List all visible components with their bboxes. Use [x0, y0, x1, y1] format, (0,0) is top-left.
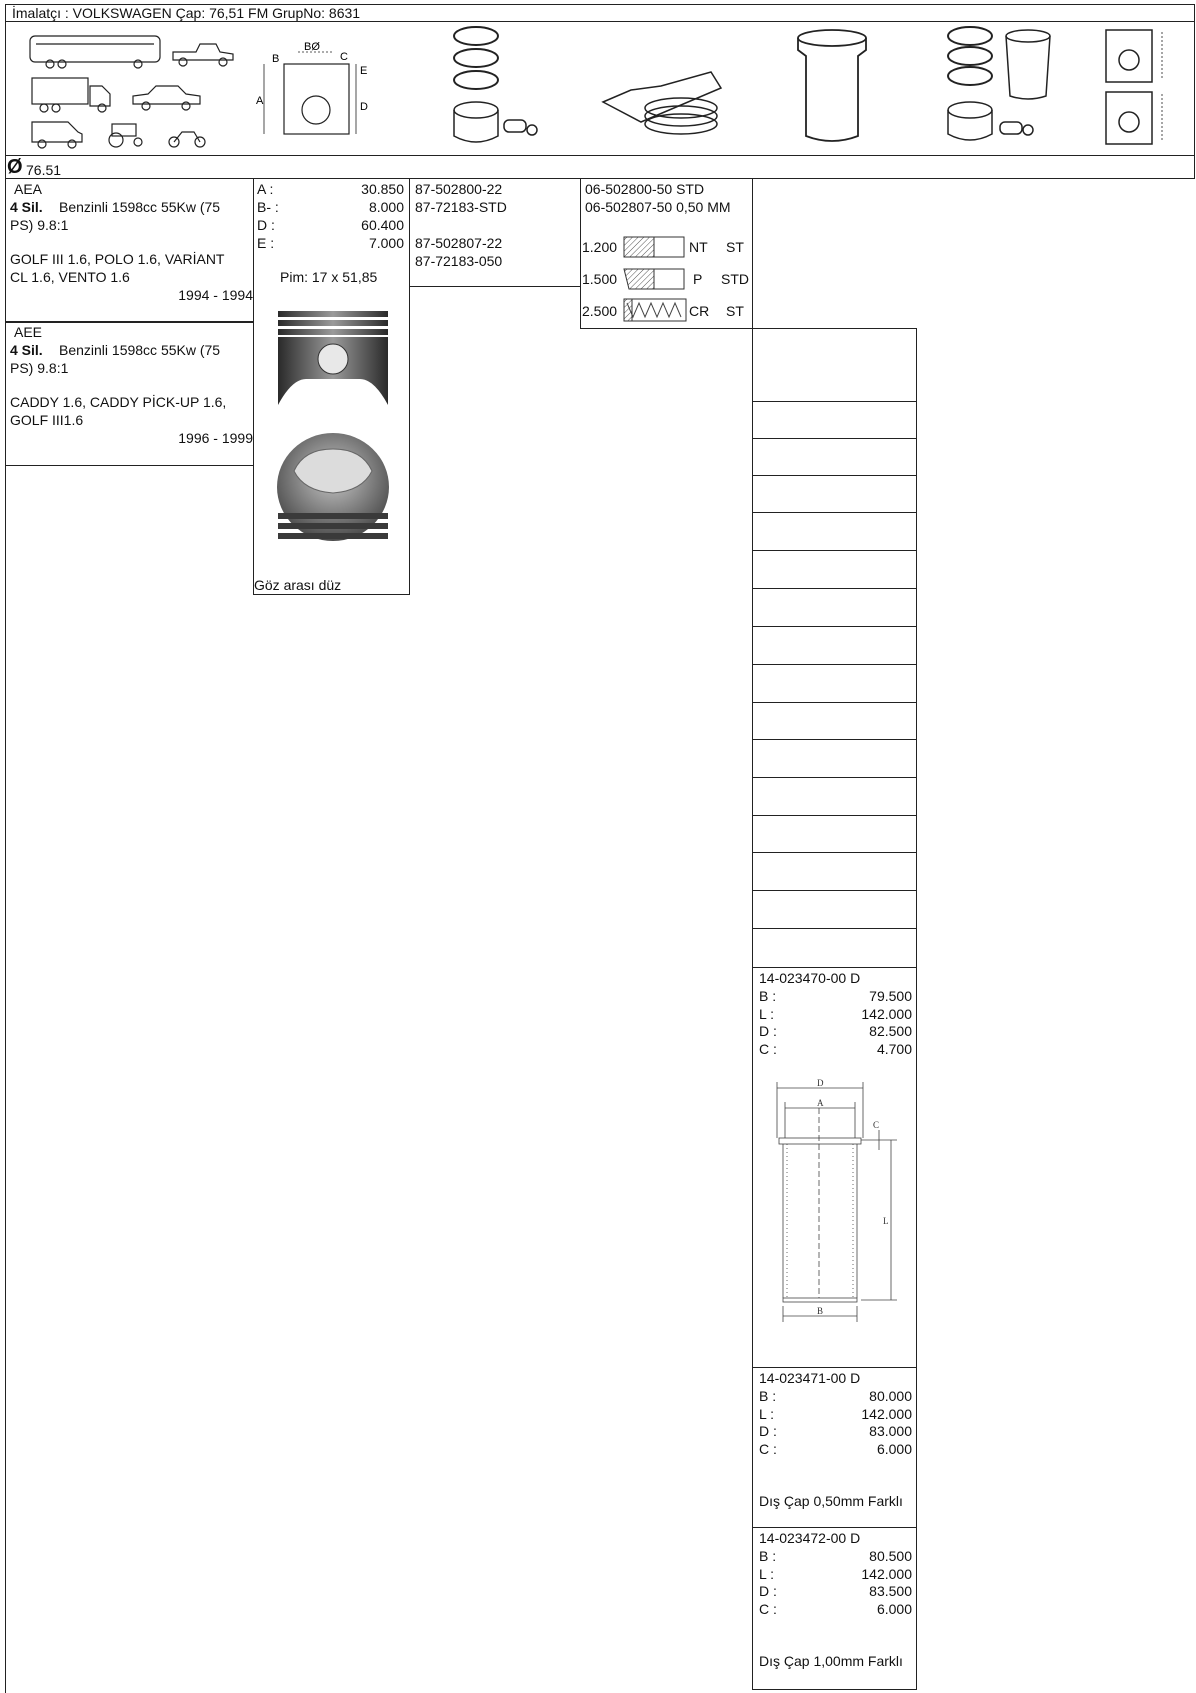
- liner-b-label: B :: [759, 1548, 777, 1564]
- piston-note: Göz arası düz: [254, 577, 342, 593]
- engine-block-aea: [5, 178, 254, 323]
- engine-years: 1994 - 1994: [178, 287, 253, 303]
- bus-icon: [30, 36, 160, 68]
- sedan-icon: [133, 86, 200, 110]
- piston-d-label: D :: [257, 217, 275, 233]
- dim-b: B: [272, 53, 280, 65]
- ring-std-1: ST: [726, 239, 744, 255]
- liner-empty-row: [752, 438, 917, 476]
- liner-part: 14-023472-00 D: [759, 1530, 861, 1546]
- liner-empty-row: [752, 890, 917, 929]
- liner-empty-row: [752, 815, 917, 853]
- engine-models: CADDY 1.6, CADDY PİCK-UP 1.6,: [10, 394, 227, 410]
- ring-type-1: NT: [689, 239, 708, 255]
- piston-side-views-icon: [1102, 26, 1172, 152]
- liner-l-value: 142.000: [861, 1006, 912, 1022]
- liner-c-label: C :: [759, 1441, 777, 1457]
- liner-c-value: 6.000: [876, 1601, 912, 1617]
- liner-l-label: L :: [759, 1406, 775, 1422]
- liner-d-value: 83.500: [869, 1583, 912, 1599]
- liner-empty-row: [752, 852, 917, 891]
- engine-description-2: PS) 9.8:1: [10, 360, 69, 376]
- liner-drawing-l: L: [883, 1216, 889, 1226]
- liner-l-label: L :: [759, 1566, 775, 1582]
- liner-empty-row: [752, 664, 917, 703]
- ring-std-3: ST: [726, 303, 744, 319]
- illustration-strip: [5, 21, 1195, 156]
- piston-part-3: 87-502807-22: [415, 235, 503, 251]
- liner-d-value: 82.500: [869, 1023, 912, 1039]
- manufacturer-line: İmalatçı : VOLKSWAGEN Çap: 76,51 FM GrupNo: 8631: [12, 5, 361, 21]
- engine-models: GOLF III 1.6, POLO 1.6, VARİANT: [10, 251, 225, 267]
- ring-set-icon: [601, 62, 741, 142]
- piston-side-photo: [274, 309, 392, 409]
- ring-type-3: CR: [689, 303, 710, 319]
- ring-size-1: 1.200: [582, 239, 618, 255]
- liner-drawing-d: D: [817, 1078, 824, 1088]
- truck-icon: [32, 78, 110, 112]
- piston-dimension-sketch: [254, 40, 384, 150]
- liner-l-label: L :: [759, 1006, 775, 1022]
- engine-models-2: GOLF III1.6: [10, 412, 84, 428]
- engine-years: 1996 - 1999: [178, 430, 253, 446]
- motorcycle-icon: [169, 132, 205, 147]
- liner-empty-row: [752, 401, 917, 439]
- liner-empty-row: [752, 588, 917, 627]
- piston-spec-column: [253, 178, 410, 595]
- pickup-icon: [173, 44, 233, 66]
- liner-c-value: 4.700: [876, 1041, 912, 1057]
- liner-dimension-drawing: [763, 1078, 908, 1328]
- ring-part-1: 06-502800-50 STD: [585, 181, 705, 197]
- dim-e: E: [360, 65, 368, 77]
- engine-code: AEA: [14, 181, 43, 197]
- liner-d-label: D :: [759, 1023, 777, 1039]
- liner-c-value: 6.000: [876, 1441, 912, 1457]
- piston-part-4: 87-72183-050: [415, 253, 503, 269]
- piston-top-photo: [274, 431, 392, 549]
- ring-std-2: STD: [721, 271, 749, 287]
- liner-empty-row: [752, 777, 917, 816]
- liner-block-2: [752, 1367, 917, 1528]
- liner-note: Dış Çap 0,50mm Farklı: [759, 1493, 903, 1509]
- liner-b-value: 79.500: [869, 988, 912, 1004]
- ring-profile-cr: [623, 297, 687, 323]
- liner-empty-row: [752, 626, 917, 665]
- liner-drawing-c: C: [873, 1120, 880, 1130]
- ring-part-2: 06-502807-50 0,50 MM: [585, 199, 731, 215]
- vehicle-icons: [28, 30, 243, 150]
- liner-empty-row: [752, 475, 917, 513]
- liner-drawing-b: B: [817, 1306, 824, 1316]
- engine-description: Benzinli 1598cc 55Kw (75: [59, 199, 221, 215]
- engine-cylinders: 4 Sil.: [10, 342, 43, 358]
- liner-empty-row: [752, 702, 917, 740]
- engine-description-2: PS) 9.8:1: [10, 217, 69, 233]
- liner-b-value: 80.500: [869, 1548, 912, 1564]
- piston-a-label: A :: [257, 181, 274, 197]
- liner-b-label: B :: [759, 988, 777, 1004]
- piston-a-value: 30.850: [361, 181, 404, 197]
- liner-l-value: 142.000: [861, 1566, 912, 1582]
- tractor-icon: [109, 124, 142, 147]
- liner-d-label: D :: [759, 1583, 777, 1599]
- piston-b-label: B- :: [257, 199, 279, 215]
- ring-profile-p: [623, 267, 687, 291]
- liner-block-3: [752, 1527, 917, 1690]
- liner-empty-row: [752, 512, 917, 551]
- liner-b-value: 80.000: [869, 1388, 912, 1404]
- diameter-value: 76.51: [26, 162, 62, 178]
- van-icon: [32, 122, 82, 148]
- ring-size-3: 2.500: [582, 303, 618, 319]
- piston-b-value: 8.000: [368, 199, 404, 215]
- engine-block-aee: [5, 321, 254, 466]
- liner-d-value: 83.000: [869, 1423, 912, 1439]
- piston-part-1: 87-502800-22: [415, 181, 503, 197]
- liner-c-label: C :: [759, 1601, 777, 1617]
- dim-d: D: [360, 101, 368, 113]
- full-kit-icon: [946, 24, 1066, 154]
- ring-parts-column: [580, 178, 753, 329]
- engine-cylinders: 4 Sil.: [10, 199, 43, 215]
- ring-size-2: 1.500: [582, 271, 618, 287]
- liner-empty-row: [752, 550, 917, 589]
- ring-type-2: P: [693, 271, 703, 287]
- diameter-symbol: Ø: [7, 156, 23, 178]
- engine-code: AEE: [14, 324, 43, 340]
- liner-block-1: [752, 967, 917, 1368]
- piston-pin: Pim: 17 x 51,85: [280, 269, 378, 285]
- engine-models-2: CL 1.6, VENTO 1.6: [10, 269, 130, 285]
- liner-empty-top: [752, 328, 917, 402]
- liner-b-label: B :: [759, 1388, 777, 1404]
- header-bar: [5, 4, 1195, 22]
- liner-part: 14-023470-00 D: [759, 970, 861, 986]
- liner-note: Dış Çap 1,00mm Farklı: [759, 1653, 903, 1669]
- liner-part: 14-023471-00 D: [759, 1370, 861, 1386]
- liner-l-value: 142.000: [861, 1406, 912, 1422]
- piston-parts-column: [409, 178, 581, 287]
- engine-description: Benzinli 1598cc 55Kw (75: [59, 342, 221, 358]
- dim-bo: BØ: [304, 41, 320, 53]
- diameter-bar: [5, 155, 1195, 179]
- liner-empty-row: [752, 928, 917, 968]
- liner-c-label: C :: [759, 1041, 777, 1057]
- piston-e-label: E :: [257, 235, 275, 251]
- piston-part-2: 87-72183-STD: [415, 199, 507, 215]
- liner-empty-row: [752, 739, 917, 778]
- liner-d-label: D :: [759, 1423, 777, 1439]
- cylinder-liner-icon: [794, 26, 870, 148]
- piston-e-value: 7.000: [368, 235, 404, 251]
- liner-drawing-a: A: [817, 1098, 824, 1108]
- engine-column-rule: [5, 465, 6, 1693]
- piston-ring-kit-icon: [446, 24, 546, 154]
- dim-c: C: [340, 51, 348, 63]
- piston-d-value: 60.400: [361, 217, 404, 233]
- ring-profile-nt: [623, 235, 687, 259]
- dim-a: A: [256, 95, 264, 107]
